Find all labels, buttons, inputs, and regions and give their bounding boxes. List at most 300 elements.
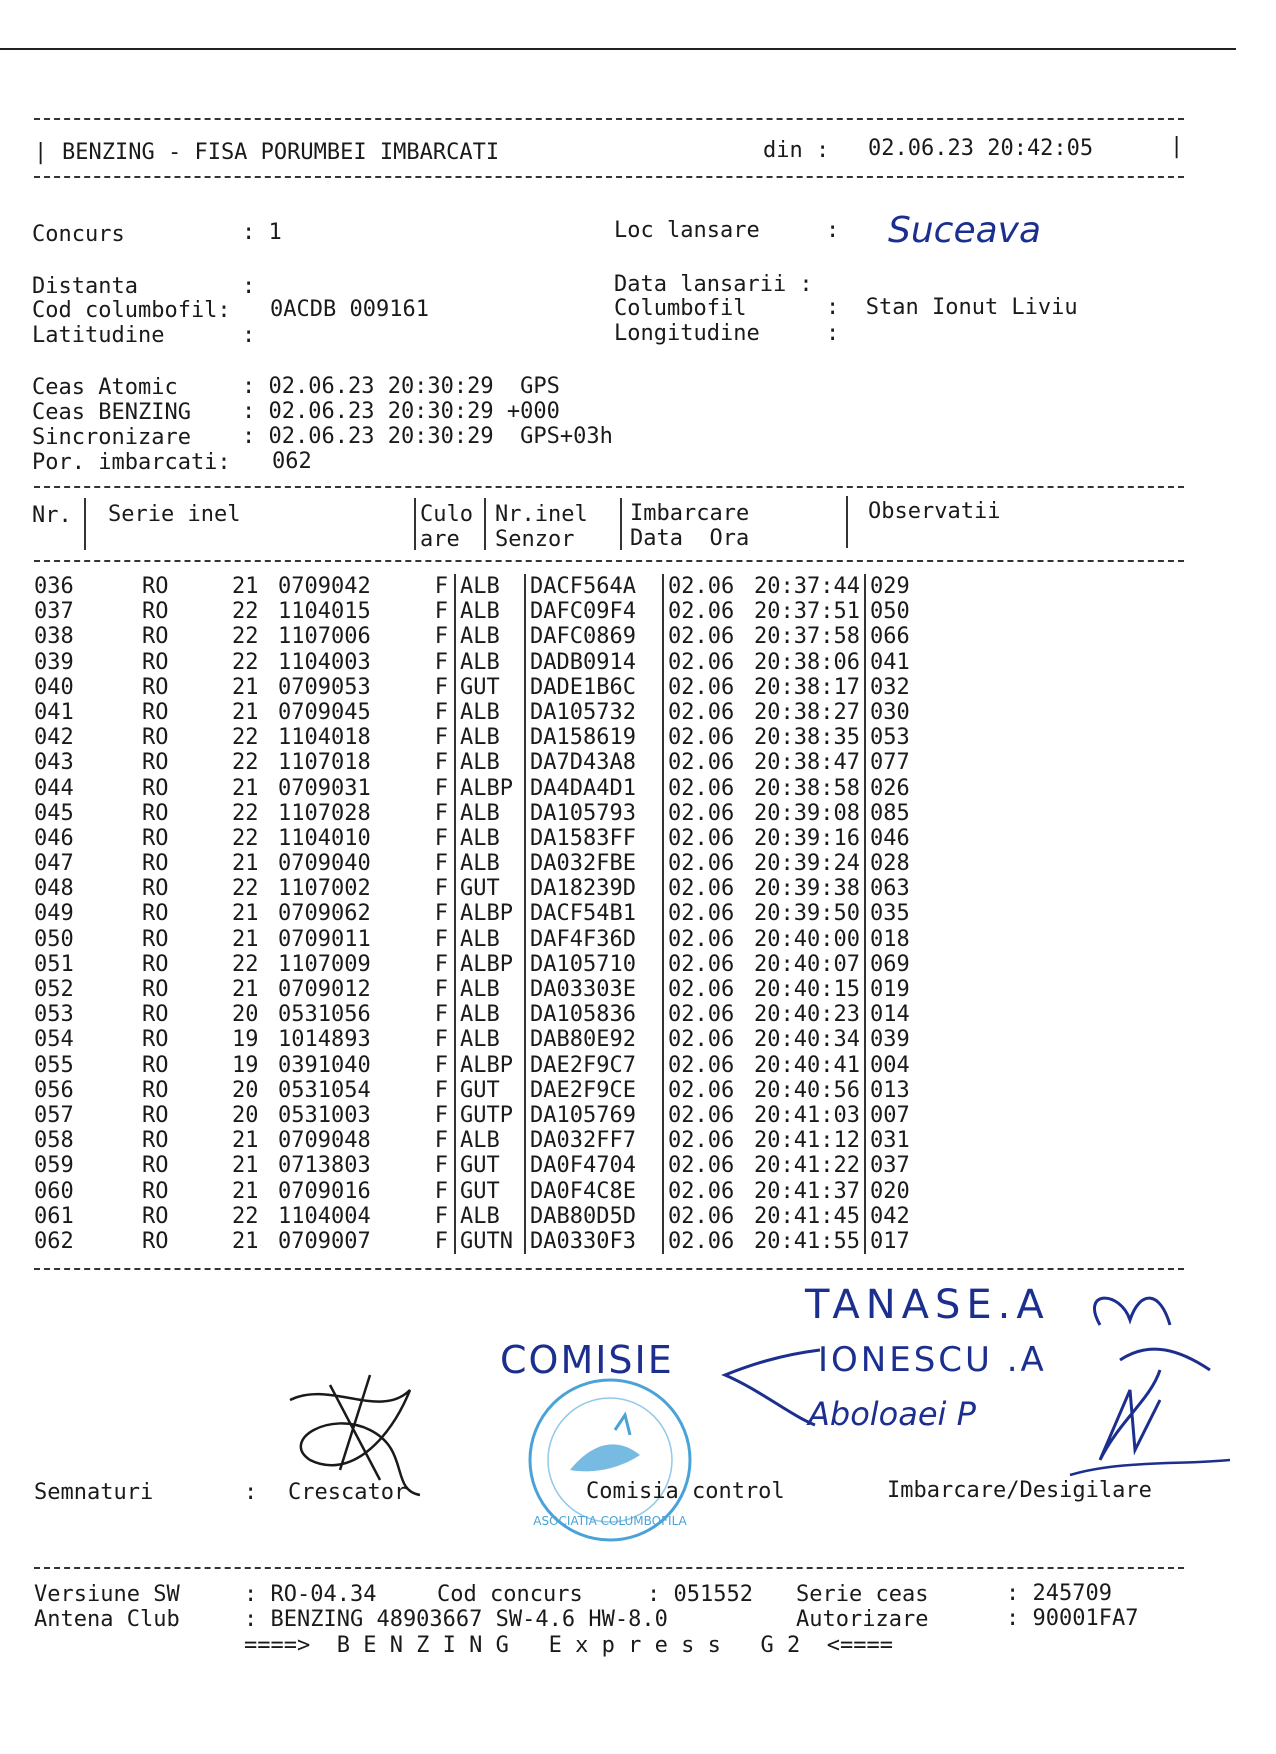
row-nr: 060 <box>34 1178 74 1204</box>
row-time: 20:39:24 <box>754 851 865 876</box>
row-sensor: DA0330F3 <box>525 1229 663 1254</box>
row-ring: 0391040 <box>278 1052 371 1078</box>
row-ring: 0709007 <box>278 1228 371 1254</box>
antena-value: : BENZING 48903667 SW-4.6 HW-8.0 <box>244 1607 668 1632</box>
row-date: 02.06 <box>668 951 735 977</box>
row-nr: 058 <box>34 1128 74 1154</box>
row-sex: F <box>408 1078 455 1103</box>
row-nr: 061 <box>34 1203 74 1229</box>
row-sensor: DA032FBE <box>525 851 663 876</box>
row-sensor: DAE2F9CE <box>525 1078 663 1103</box>
row-time: 20:38:47 <box>754 750 865 775</box>
row-sensor: DACF564A <box>525 574 663 599</box>
row-ring: 1107018 <box>278 750 371 776</box>
row-color: ALB <box>455 1027 525 1052</box>
longitudine-value: : <box>826 321 840 346</box>
row-date: 02.06 <box>668 1052 735 1078</box>
row-observation: 066 <box>870 624 910 650</box>
row-nr: 048 <box>34 876 74 902</box>
row-nr: 059 <box>34 1153 74 1179</box>
longitudine-label: Longitudine <box>614 321 760 346</box>
page-title: BENZING - FISA PORUMBEI IMBARCATI <box>62 140 500 165</box>
ceas-atomic-value: : 02.06.23 20:30:29 GPS <box>242 374 560 399</box>
row-date: 02.06 <box>668 1002 735 1028</box>
row-date: 02.06 <box>668 624 735 650</box>
row-date: 02.06 <box>668 674 735 700</box>
row-year: 21 <box>232 977 259 1002</box>
row-date: 02.06 <box>668 775 735 801</box>
row-year: 21 <box>232 851 259 877</box>
row-sensor: DA105710 <box>525 952 663 977</box>
row-year: 21 <box>232 1128 259 1154</box>
row-color: ALBP <box>455 901 525 926</box>
row-sensor: DAB80E92 <box>525 1027 663 1052</box>
row-time: 20:41:12 <box>754 1128 865 1153</box>
table-row <box>34 851 950 876</box>
row-observation: 037 <box>870 1153 910 1179</box>
row-date: 02.06 <box>668 901 735 927</box>
serie-ceas-value: : 245709 <box>1006 1581 1112 1606</box>
col-data-ora-header: Data Ora <box>630 526 750 551</box>
row-ring: 0531056 <box>278 1002 371 1028</box>
columbofil-label: Columbofil <box>614 296 747 321</box>
row-date: 02.06 <box>668 1178 735 1204</box>
row-date: 02.06 <box>668 926 735 952</box>
autorizare-value: : 90001FA7 <box>1006 1606 1139 1631</box>
row-sensor: DADB0914 <box>525 650 663 675</box>
row-year: 21 <box>232 775 259 801</box>
concurs-label: Concurs <box>32 222 125 247</box>
row-ring: 1104003 <box>278 649 371 675</box>
row-date: 02.06 <box>668 876 735 902</box>
row-observation: 020 <box>870 1178 910 1204</box>
row-nr: 042 <box>34 725 74 751</box>
row-country: RO <box>142 674 169 700</box>
row-country: RO <box>142 901 169 927</box>
versiune-value: : RO-04.34 <box>244 1582 377 1607</box>
table-row <box>34 876 950 901</box>
row-year: 21 <box>232 699 259 725</box>
row-year: 22 <box>232 649 259 675</box>
header-right-bar: | <box>1170 134 1184 159</box>
row-color: GUTP <box>455 1103 525 1128</box>
row-observation: 050 <box>870 599 910 625</box>
row-year: 21 <box>232 674 259 700</box>
header-date: 02.06.23 20:42:05 <box>868 136 1094 161</box>
row-sensor: DA105769 <box>525 1103 663 1128</box>
row-color: ALBP <box>455 776 525 801</box>
row-year: 22 <box>232 1203 259 1229</box>
row-time: 20:41:22 <box>754 1153 865 1178</box>
row-time: 20:41:03 <box>754 1103 865 1128</box>
table-row <box>34 1053 950 1078</box>
col-divider <box>484 498 486 550</box>
row-sensor: DA0F4C8E <box>525 1179 663 1204</box>
col-culoare-header-2: are <box>420 527 460 552</box>
row-sex: F <box>408 851 455 876</box>
semnaturi-sep: : <box>244 1480 258 1505</box>
row-sex: F <box>408 624 455 649</box>
row-observation: 026 <box>870 775 910 801</box>
row-time: 20:37:44 <box>754 574 865 599</box>
row-nr: 039 <box>34 649 74 675</box>
row-sex: F <box>408 725 455 750</box>
row-year: 21 <box>232 574 259 599</box>
table-row <box>34 901 950 926</box>
row-sensor: DADE1B6C <box>525 675 663 700</box>
row-time: 20:40:00 <box>754 927 865 952</box>
distanta-label: Distanta <box>32 274 138 299</box>
row-nr: 062 <box>34 1228 74 1254</box>
row-nr: 045 <box>34 800 74 826</box>
row-time: 20:37:58 <box>754 624 865 649</box>
table-row <box>34 776 950 801</box>
table-row <box>34 977 950 1002</box>
versiune-label: Versiune SW <box>34 1582 180 1607</box>
row-sex: F <box>408 1103 455 1128</box>
col-imbarcare-header: Imbarcare <box>630 501 750 526</box>
row-observation: 007 <box>870 1102 910 1128</box>
sincronizare-label: Sincronizare <box>32 425 191 450</box>
row-observation: 063 <box>870 876 910 902</box>
row-nr: 051 <box>34 951 74 977</box>
row-time: 20:39:38 <box>754 876 865 901</box>
row-color: ALB <box>455 574 525 599</box>
footer-top-dash <box>34 1567 1184 1569</box>
table-row <box>34 801 950 826</box>
stamp-text: ASOCIATIA COLUMBOFILA <box>533 1514 687 1528</box>
table-row <box>34 1229 950 1254</box>
row-time: 20:39:50 <box>754 901 865 926</box>
row-sex: F <box>408 700 455 725</box>
row-ring: 1104010 <box>278 825 371 851</box>
row-country: RO <box>142 825 169 851</box>
comisie-handwritten: COMISIE <box>500 1338 674 1382</box>
row-country: RO <box>142 977 169 1002</box>
col-divider <box>620 498 622 550</box>
table-row <box>34 574 950 599</box>
row-observation: 032 <box>870 674 910 700</box>
ceas-atomic-label: Ceas Atomic <box>32 375 178 400</box>
row-time: 20:40:15 <box>754 977 865 1002</box>
row-color: GUT <box>455 1179 525 1204</box>
row-country: RO <box>142 1128 169 1154</box>
row-observation: 041 <box>870 649 910 675</box>
row-ring: 0709012 <box>278 977 371 1002</box>
header-din-label: din : <box>763 138 830 163</box>
row-nr: 037 <box>34 599 74 625</box>
table-row <box>34 1204 950 1229</box>
table-row <box>34 952 950 977</box>
row-sex: F <box>408 801 455 826</box>
table-row <box>34 650 950 675</box>
row-color: ALB <box>455 1128 525 1153</box>
loc-lansare-label: Loc lansare <box>614 218 760 243</box>
row-nr: 053 <box>34 1002 74 1028</box>
row-nr: 054 <box>34 1027 74 1053</box>
row-sensor: DA105793 <box>525 801 663 826</box>
row-sex: F <box>408 776 455 801</box>
row-observation: 028 <box>870 851 910 877</box>
table-header-bottom-dash <box>34 560 1184 562</box>
table-row <box>34 1002 950 1027</box>
row-ring: 0709053 <box>278 674 371 700</box>
row-color: ALB <box>455 624 525 649</box>
row-nr: 055 <box>34 1052 74 1078</box>
row-sex: F <box>408 574 455 599</box>
row-year: 22 <box>232 725 259 751</box>
row-observation: 046 <box>870 825 910 851</box>
row-color: ALB <box>455 599 525 624</box>
ceas-benzing-label: Ceas BENZING <box>32 400 191 425</box>
imbarcare-desigilare-label: Imbarcare/Desigilare <box>887 1478 1152 1503</box>
table-row <box>34 826 950 851</box>
row-country: RO <box>142 1077 169 1103</box>
row-sex: F <box>408 675 455 700</box>
tanase-handwritten: TANASE.A <box>805 1282 1050 1328</box>
row-nr: 046 <box>34 825 74 851</box>
row-country: RO <box>142 649 169 675</box>
table-row <box>34 1153 950 1178</box>
latitudine-label: Latitudine <box>32 323 165 348</box>
row-ring: 0709011 <box>278 926 371 952</box>
row-date: 02.06 <box>668 1153 735 1179</box>
row-date: 02.06 <box>668 574 735 599</box>
row-country: RO <box>142 851 169 877</box>
row-time: 20:41:45 <box>754 1204 865 1229</box>
row-sensor: DACF54B1 <box>525 901 663 926</box>
row-sex: F <box>408 1229 455 1254</box>
row-year: 19 <box>232 1027 259 1053</box>
row-date: 02.06 <box>668 599 735 625</box>
row-time: 20:38:27 <box>754 700 865 725</box>
row-year: 22 <box>232 825 259 851</box>
row-color: ALB <box>455 826 525 851</box>
row-observation: 030 <box>870 699 910 725</box>
antena-label: Antena Club <box>34 1607 180 1632</box>
row-ring: 0709048 <box>278 1128 371 1154</box>
row-sex: F <box>408 901 455 926</box>
row-country: RO <box>142 1027 169 1053</box>
cod-concurs-value: : 051552 <box>647 1582 753 1607</box>
distanta-value: : <box>242 274 256 299</box>
row-sex: F <box>408 1179 455 1204</box>
row-sex: F <box>408 1128 455 1153</box>
row-year: 20 <box>232 1077 259 1103</box>
row-nr: 043 <box>34 750 74 776</box>
row-nr: 038 <box>34 624 74 650</box>
row-observation: 077 <box>870 750 910 776</box>
columbofil-value: : Stan Ionut Liviu <box>826 295 1078 320</box>
row-sex: F <box>408 1053 455 1078</box>
row-sex: F <box>408 1204 455 1229</box>
row-nr: 041 <box>34 699 74 725</box>
row-time: 20:40:34 <box>754 1027 865 1052</box>
row-ring: 1107002 <box>278 876 371 902</box>
row-ring: 1014893 <box>278 1027 371 1053</box>
row-year: 20 <box>232 1102 259 1128</box>
row-time: 20:38:35 <box>754 725 865 750</box>
row-time: 20:37:51 <box>754 599 865 624</box>
row-color: ALB <box>455 725 525 750</box>
row-date: 02.06 <box>668 699 735 725</box>
row-color: ALB <box>455 1002 525 1027</box>
row-color: ALBP <box>455 952 525 977</box>
row-date: 02.06 <box>668 725 735 751</box>
row-observation: 035 <box>870 901 910 927</box>
row-time: 20:41:37 <box>754 1179 865 1204</box>
row-sensor: DAB80D5D <box>525 1204 663 1229</box>
row-color: GUT <box>455 1153 525 1178</box>
row-color: ALB <box>455 750 525 775</box>
row-sensor: DAFC09F4 <box>525 599 663 624</box>
row-sex: F <box>408 927 455 952</box>
row-sex: F <box>408 977 455 1002</box>
row-country: RO <box>142 876 169 902</box>
row-sensor: DA7D43A8 <box>525 750 663 775</box>
row-country: RO <box>142 599 169 625</box>
table-row <box>34 750 950 775</box>
row-nr: 049 <box>34 901 74 927</box>
row-sex: F <box>408 1027 455 1052</box>
row-country: RO <box>142 574 169 599</box>
row-color: ALBP <box>455 1053 525 1078</box>
row-year: 21 <box>232 901 259 927</box>
row-date: 02.06 <box>668 1228 735 1254</box>
row-nr: 057 <box>34 1102 74 1128</box>
row-sex: F <box>408 1153 455 1178</box>
row-country: RO <box>142 775 169 801</box>
table-row <box>34 725 950 750</box>
crescator-label: Crescator <box>288 1480 408 1505</box>
row-ring: 1104015 <box>278 599 371 625</box>
row-year: 22 <box>232 800 259 826</box>
row-observation: 042 <box>870 1203 910 1229</box>
sincronizare-value: : 02.06.23 20:30:29 GPS+03h <box>242 424 613 449</box>
row-sensor: DA105836 <box>525 1002 663 1027</box>
row-year: 21 <box>232 1178 259 1204</box>
row-country: RO <box>142 1052 169 1078</box>
row-date: 02.06 <box>668 851 735 877</box>
autorizare-label: Autorizare <box>796 1607 929 1632</box>
row-sensor: DA158619 <box>525 725 663 750</box>
aboloaei-handwritten: Aboloaei P <box>808 1395 976 1433</box>
row-country: RO <box>142 624 169 650</box>
serie-ceas-label: Serie ceas <box>796 1582 929 1607</box>
row-ring: 0531003 <box>278 1102 371 1128</box>
row-color: GUT <box>455 1078 525 1103</box>
row-date: 02.06 <box>668 1077 735 1103</box>
row-year: 21 <box>232 926 259 952</box>
row-observation: 069 <box>870 951 910 977</box>
col-nrinel-header: Nr.inel <box>495 502 588 527</box>
row-time: 20:40:41 <box>754 1053 865 1078</box>
row-sex: F <box>408 826 455 851</box>
comisia-control-label: Comisia control <box>586 1479 785 1504</box>
row-nr: 040 <box>34 674 74 700</box>
col-culoare-header-1: Culo <box>420 502 473 527</box>
concurs-value: : 1 <box>242 220 282 245</box>
row-ring: 0709062 <box>278 901 371 927</box>
table-row <box>34 1179 950 1204</box>
table-bottom-dash <box>34 1268 1184 1270</box>
row-observation: 039 <box>870 1027 910 1053</box>
row-country: RO <box>142 1178 169 1204</box>
row-year: 22 <box>232 951 259 977</box>
header-left-bar: | <box>34 140 48 165</box>
table-row <box>34 927 950 952</box>
row-ring: 1107006 <box>278 624 371 650</box>
row-color: ALB <box>455 851 525 876</box>
row-nr: 036 <box>34 574 74 599</box>
cod-concurs-label: Cod concurs <box>437 1582 583 1607</box>
row-observation: 004 <box>870 1052 910 1078</box>
row-nr: 047 <box>34 851 74 877</box>
table-row <box>34 700 950 725</box>
row-observation: 017 <box>870 1228 910 1254</box>
row-sensor: DA03303E <box>525 977 663 1002</box>
row-year: 21 <box>232 1228 259 1254</box>
row-color: GUT <box>455 876 525 901</box>
row-sensor: DAFC0869 <box>525 624 663 649</box>
row-date: 02.06 <box>668 1027 735 1053</box>
row-ring: 0531054 <box>278 1077 371 1103</box>
row-time: 20:39:08 <box>754 801 865 826</box>
member-signatures-icon <box>1060 1280 1240 1490</box>
row-time: 20:38:58 <box>754 776 865 801</box>
row-country: RO <box>142 1153 169 1179</box>
row-country: RO <box>142 800 169 826</box>
row-time: 20:40:23 <box>754 1002 865 1027</box>
ceas-benzing-value: : 02.06.23 20:30:29 +000 <box>242 399 560 424</box>
table-row <box>34 1128 950 1153</box>
row-sensor: DA032FF7 <box>525 1128 663 1153</box>
table-row <box>34 675 950 700</box>
row-ring: 1104004 <box>278 1203 371 1229</box>
row-date: 02.06 <box>668 977 735 1002</box>
row-nr: 044 <box>34 775 74 801</box>
row-year: 22 <box>232 876 259 902</box>
row-country: RO <box>142 1002 169 1028</box>
row-date: 02.06 <box>668 1128 735 1154</box>
row-sex: F <box>408 1002 455 1027</box>
row-nr: 050 <box>34 926 74 952</box>
row-sex: F <box>408 750 455 775</box>
benzing-banner: ====> B E N Z I N G E x p r e s s G 2 <==== <box>244 1633 894 1658</box>
row-observation: 019 <box>870 977 910 1002</box>
row-sex: F <box>408 599 455 624</box>
semnaturi-label: Semnaturi <box>34 1480 154 1505</box>
row-sensor: DA4DA4D1 <box>525 776 663 801</box>
col-senzor-header: Senzor <box>495 527 575 552</box>
row-ring: 0709031 <box>278 775 371 801</box>
table-row <box>34 599 950 624</box>
row-color: ALB <box>455 801 525 826</box>
row-observation: 029 <box>870 574 910 599</box>
row-time: 20:41:55 <box>754 1229 865 1254</box>
row-date: 02.06 <box>668 825 735 851</box>
row-time: 20:40:56 <box>754 1078 865 1103</box>
row-country: RO <box>142 750 169 776</box>
row-country: RO <box>142 951 169 977</box>
row-color: GUTN <box>455 1229 525 1254</box>
row-year: 22 <box>232 624 259 650</box>
table-row <box>34 624 950 649</box>
row-color: ALB <box>455 1204 525 1229</box>
table-row <box>34 1027 950 1052</box>
row-date: 02.06 <box>668 1102 735 1128</box>
top-border-line <box>0 48 1236 50</box>
